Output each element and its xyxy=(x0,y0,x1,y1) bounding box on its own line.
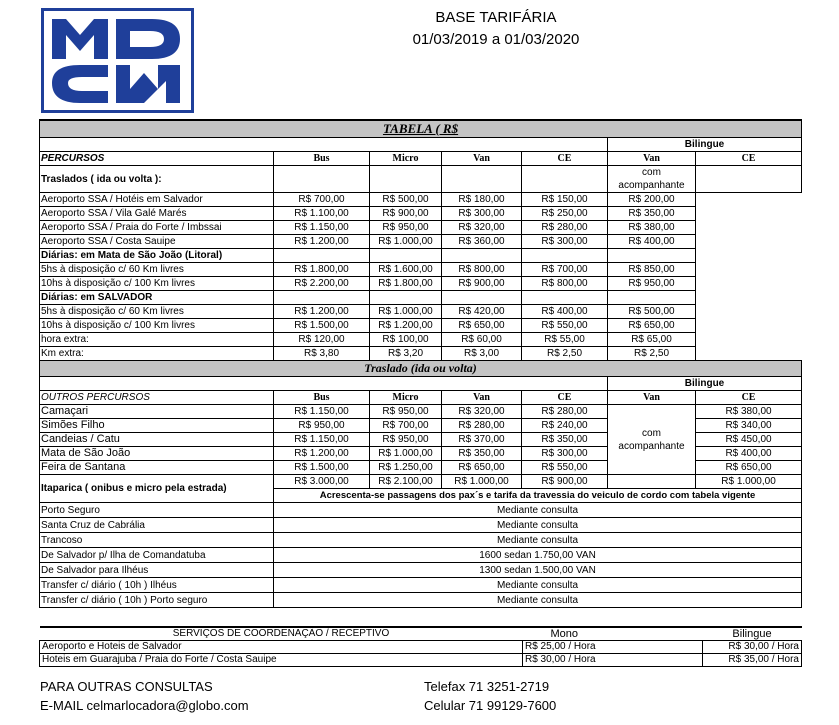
cell-van: R$ 800,00 xyxy=(442,263,522,277)
cell-label: 5hs à disposição c/ 60 Km livres xyxy=(40,305,274,319)
cell-bilingue-ce: R$ 340,00 xyxy=(696,419,802,433)
table-row xyxy=(40,305,802,319)
table-row xyxy=(40,263,802,277)
cell-micro: R$ 100,00 xyxy=(370,333,442,347)
service-bil: R$ 30,00 / Hora xyxy=(703,641,802,654)
consulta-label: Transfer c/ diário ( 10h ) Porto seguro xyxy=(40,593,274,608)
cell-ce: R$ 400,00 xyxy=(522,305,608,319)
col-ce: CE xyxy=(522,152,608,166)
cell-label: 10hs à disposição c/ 100 Km livres xyxy=(40,319,274,333)
cell-bus: R$ 1.500,00 xyxy=(274,319,370,333)
consulta-label: Transfer c/ diário ( 10h ) Ilhéus xyxy=(40,578,274,593)
cell-van: R$ 300,00 xyxy=(442,207,522,221)
service-label: Hoteis em Guarajuba / Praia do Forte / Costa Sauipe xyxy=(40,654,523,667)
cell-label: Feira de Santana xyxy=(40,461,274,475)
cell-bilingue-ce: R$ 650,00 xyxy=(608,319,696,333)
cell-van: R$ 360,00 xyxy=(442,235,522,249)
section-salvador: Diárias: em SALVADOR xyxy=(40,291,274,305)
page-period: 01/03/2019 a 01/03/2020 xyxy=(412,31,580,48)
services-title: SERVIÇOS DE COORDENAÇÃO / RECEPTIVO xyxy=(40,627,523,641)
consulta-row xyxy=(40,578,802,593)
cell-ce: R$ 350,00 xyxy=(522,433,608,447)
consulta-value: Mediante consulta xyxy=(274,518,802,533)
cell-van: R$ 320,00 xyxy=(442,221,522,235)
cell-ce: R$ 300,00 xyxy=(522,447,608,461)
cell-bilingue-ce: R$ 2,50 xyxy=(608,347,696,361)
cell-bilingue-ce: R$ 650,00 xyxy=(696,461,802,475)
service-row xyxy=(40,641,802,654)
with-companion-label-2: com acompanhante xyxy=(608,405,696,475)
cell-ce: R$ 280,00 xyxy=(522,221,608,235)
cell-van: R$ 280,00 xyxy=(442,419,522,433)
cell-bilingue-ce: R$ 400,00 xyxy=(696,447,802,461)
cell-micro: R$ 900,00 xyxy=(370,207,442,221)
itaparica-label: Itaparica ( onibus e micro pela estrada) xyxy=(40,475,274,503)
cell-bus: R$ 1.150,00 xyxy=(274,433,370,447)
consulta-row xyxy=(40,533,802,548)
col2-bilingue-ce: CE xyxy=(696,391,802,405)
cell-bilingue-ce: R$ 400,00 xyxy=(608,235,696,249)
cell-van: R$ 180,00 xyxy=(442,193,522,207)
cell-ce: R$ 250,00 xyxy=(522,207,608,221)
cell-label: Aeroporto SSA / Costa Sauipe xyxy=(40,235,274,249)
cell-bus: R$ 700,00 xyxy=(274,193,370,207)
consulta-value: Mediante consulta xyxy=(274,578,802,593)
table1-title: TABELA ( R$ xyxy=(40,120,802,138)
cell-bus: R$ 1.200,00 xyxy=(274,305,370,319)
cell-ce: R$ 300,00 xyxy=(522,235,608,249)
itaparica-note: Acrescenta-se passagens dos pax´s e tarifa da travessia do veiculo de cordo com tabela vigente xyxy=(274,489,802,503)
cell-bus: R$ 1.800,00 xyxy=(274,263,370,277)
cell-micro: R$ 950,00 xyxy=(370,405,442,419)
table-row xyxy=(40,319,802,333)
company-logo xyxy=(41,8,194,113)
col2-bus: Bus xyxy=(274,391,370,405)
col-bus: Bus xyxy=(274,152,370,166)
cell-micro: R$ 1.000,00 xyxy=(370,235,442,249)
cell-micro: R$ 1.000,00 xyxy=(370,447,442,461)
cell-label: Aeroporto SSA / Vila Galé Marés xyxy=(40,207,274,221)
table-row xyxy=(40,221,802,235)
service-mono: R$ 25,00 / Hora xyxy=(523,641,703,654)
cell-label: 5hs à disposição c/ 60 Km livres xyxy=(40,263,274,277)
col-bilingue-van: Van xyxy=(608,152,696,166)
cell-label: Candeias / Catu xyxy=(40,433,274,447)
consulta-value: 1600 sedan 1.750,00 VAN xyxy=(274,548,802,563)
col-van: Van xyxy=(442,152,522,166)
itaparica-bilingue-ce: R$ 1.000,00 xyxy=(696,475,802,489)
footer-telefax: Telefax 71 3251-2719 xyxy=(424,679,550,694)
table-row xyxy=(40,277,802,291)
consulta-value: Mediante consulta xyxy=(274,503,802,518)
footer-celular: Celular 71 99129-7600 xyxy=(424,698,557,713)
consulta-row xyxy=(40,593,802,608)
col-bilingue-ce: CE xyxy=(696,152,802,166)
consulta-value: Mediante consulta xyxy=(274,593,802,608)
cell-bus: R$ 1.200,00 xyxy=(274,447,370,461)
cell-bus: R$ 1.150,00 xyxy=(274,405,370,419)
page-title: BASE TARIFÁRIA xyxy=(435,9,557,26)
cell-van: R$ 60,00 xyxy=(442,333,522,347)
service-label: Aeroporto e Hoteis de Salvador xyxy=(40,641,523,654)
consulta-value: 1300 sedan 1.500,00 VAN xyxy=(274,563,802,578)
cell-bus: R$ 120,00 xyxy=(274,333,370,347)
cell-micro: R$ 950,00 xyxy=(370,433,442,447)
cell-bus: R$ 950,00 xyxy=(274,419,370,433)
service-bil: R$ 35,00 / Hora xyxy=(703,654,802,667)
col2-van: Van xyxy=(442,391,522,405)
cell-ce: R$ 280,00 xyxy=(522,405,608,419)
cell-bus: R$ 3,80 xyxy=(274,347,370,361)
cell-bilingue-ce: R$ 380,00 xyxy=(608,221,696,235)
cell-micro: R$ 1.200,00 xyxy=(370,319,442,333)
col2-bilingue-van: Van xyxy=(608,391,696,405)
consulta-label: Santa Cruz de Cabrália xyxy=(40,518,274,533)
cell-van: R$ 650,00 xyxy=(442,461,522,475)
cell-bilingue-ce: R$ 950,00 xyxy=(608,277,696,291)
col-percursos: PERCURSOS xyxy=(40,152,274,166)
section-mata: Diárias: em Mata de São João (Litoral) xyxy=(40,249,274,263)
col-micro: Micro xyxy=(370,152,442,166)
cell-micro: R$ 1.250,00 xyxy=(370,461,442,475)
cell-bilingue-ce: R$ 350,00 xyxy=(608,207,696,221)
cell-ce: R$ 240,00 xyxy=(522,419,608,433)
consulta-label: Trancoso xyxy=(40,533,274,548)
consulta-row xyxy=(40,548,802,563)
itaparica-ce: R$ 900,00 xyxy=(522,475,608,489)
cell-bilingue-ce: R$ 200,00 xyxy=(608,193,696,207)
service-row xyxy=(40,654,802,667)
cell-bus: R$ 1.200,00 xyxy=(274,235,370,249)
cell-micro: R$ 1.800,00 xyxy=(370,277,442,291)
cell-label: Aeroporto SSA / Praia do Forte / Imbssai xyxy=(40,221,274,235)
cell-label: Km extra: xyxy=(40,347,274,361)
itaparica-bus: R$ 3.000,00 xyxy=(274,475,370,489)
table2-title: Traslado (ida ou volta) xyxy=(40,361,802,377)
cell-micro: R$ 950,00 xyxy=(370,221,442,235)
services-mono-header: Mono xyxy=(523,627,703,641)
consulta-row xyxy=(40,518,802,533)
cell-label: Simões Filho xyxy=(40,419,274,433)
cell-micro: R$ 1.000,00 xyxy=(370,305,442,319)
cell-bilingue-ce: R$ 850,00 xyxy=(608,263,696,277)
service-mono: R$ 30,00 / Hora xyxy=(523,654,703,667)
cell-van: R$ 420,00 xyxy=(442,305,522,319)
cell-bus: R$ 1.100,00 xyxy=(274,207,370,221)
table2-bilingue-header: Bilingue xyxy=(608,377,802,391)
cell-van: R$ 370,00 xyxy=(442,433,522,447)
cell-label: hora extra: xyxy=(40,333,274,347)
cell-bilingue-ce: R$ 380,00 xyxy=(696,405,802,419)
cell-van: R$ 350,00 xyxy=(442,447,522,461)
col-outros-percursos: OUTROS PERCURSOS xyxy=(40,391,274,405)
cell-bilingue-ce: R$ 65,00 xyxy=(608,333,696,347)
cell-ce: R$ 550,00 xyxy=(522,319,608,333)
mdcw-logo-icon xyxy=(44,11,191,110)
cell-ce: R$ 700,00 xyxy=(522,263,608,277)
services-table xyxy=(39,626,802,667)
tariff-table xyxy=(39,119,802,608)
cell-van: R$ 3,00 xyxy=(442,347,522,361)
cell-van: R$ 900,00 xyxy=(442,277,522,291)
table-row xyxy=(40,235,802,249)
table-row xyxy=(40,207,802,221)
cell-bus: R$ 1.500,00 xyxy=(274,461,370,475)
cell-van: R$ 650,00 xyxy=(442,319,522,333)
cell-label: Mata de São João xyxy=(40,447,274,461)
cell-label: Aeroporto SSA / Hotéis em Salvador xyxy=(40,193,274,207)
table-row xyxy=(40,193,802,207)
cell-bilingue-ce: R$ 450,00 xyxy=(696,433,802,447)
cell-ce: R$ 2,50 xyxy=(522,347,608,361)
consulta-value: Mediante consulta xyxy=(274,533,802,548)
consulta-label: Porto Seguro xyxy=(40,503,274,518)
cell-ce: R$ 550,00 xyxy=(522,461,608,475)
cell-micro: R$ 700,00 xyxy=(370,419,442,433)
consulta-row xyxy=(40,563,802,578)
table-row xyxy=(40,405,802,419)
col2-ce: CE xyxy=(522,391,608,405)
footer-email[interactable]: E-MAIL celmarlocadora@globo.com xyxy=(40,698,249,713)
cell-micro: R$ 1.600,00 xyxy=(370,263,442,277)
cell-micro: R$ 3,20 xyxy=(370,347,442,361)
itaparica-micro: R$ 2.100,00 xyxy=(370,475,442,489)
footer-consultas: PARA OUTRAS CONSULTAS xyxy=(40,679,213,694)
cell-ce: R$ 800,00 xyxy=(522,277,608,291)
table1-bilingue-header: Bilingue xyxy=(608,138,802,152)
cell-ce: R$ 55,00 xyxy=(522,333,608,347)
table-row xyxy=(40,333,802,347)
consulta-label: De Salvador p/ Ilha de Comandatuba xyxy=(40,548,274,563)
table-row xyxy=(40,347,802,361)
cell-micro: R$ 500,00 xyxy=(370,193,442,207)
consulta-row xyxy=(40,503,802,518)
consulta-label: De Salvador para Ilhéus xyxy=(40,563,274,578)
cell-label: Camaçari xyxy=(40,405,274,419)
services-bilingue-header: Bilingue xyxy=(703,627,802,641)
cell-ce: R$ 150,00 xyxy=(522,193,608,207)
cell-bus: R$ 2.200,00 xyxy=(274,277,370,291)
section-traslados: Traslados ( ida ou volta ): xyxy=(40,166,274,193)
col2-micro: Micro xyxy=(370,391,442,405)
cell-bus: R$ 1.150,00 xyxy=(274,221,370,235)
cell-label: 10hs à disposição c/ 100 Km livres xyxy=(40,277,274,291)
with-companion-label: com acompanhante xyxy=(608,166,696,193)
itaparica-van: R$ 1.000,00 xyxy=(442,475,522,489)
cell-van: R$ 320,00 xyxy=(442,405,522,419)
cell-bilingue-ce: R$ 500,00 xyxy=(608,305,696,319)
